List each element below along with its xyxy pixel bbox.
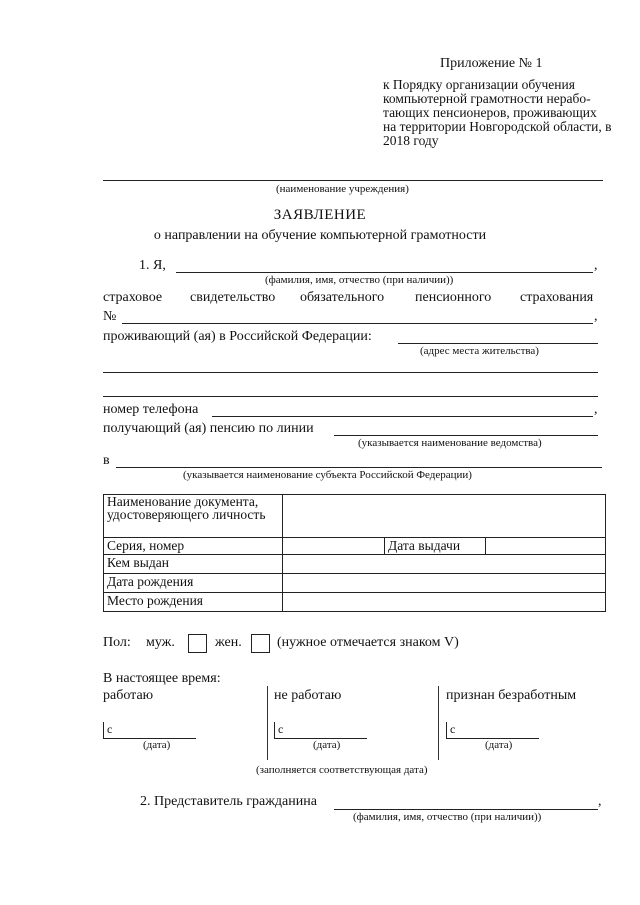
snils-word-2: свидетельство: [190, 290, 276, 305]
snils-number-field[interactable]: [122, 323, 593, 324]
institution-caption: (наименование учреждения): [276, 183, 409, 195]
issue-date-label: Дата выдачи: [385, 538, 486, 555]
snils-word-3: обязательного: [300, 290, 385, 305]
employment-label: В настоящее время:: [103, 671, 221, 686]
issued-by-value[interactable]: [283, 555, 606, 574]
jobless-since: с: [450, 722, 456, 736]
birth-place-value[interactable]: [283, 593, 606, 612]
fio-caption: (фамилия, имя, отчество (при наличии)): [265, 274, 454, 286]
number-sign: №: [103, 309, 117, 324]
doc-name-label: Наименование документа, удостоверяющего личность: [104, 495, 283, 538]
address-line-3[interactable]: [103, 396, 598, 397]
employed-date-field[interactable]: [103, 722, 196, 739]
fill-note: (заполняется соответствующая дата): [256, 764, 428, 776]
jobless-date-field[interactable]: [446, 722, 539, 739]
institution-field[interactable]: [103, 180, 603, 181]
appendix-title: Приложение № 1: [440, 56, 543, 71]
birth-place-label: Место рождения: [104, 593, 283, 612]
option-jobless: признан безработным: [446, 688, 577, 703]
birth-date-value[interactable]: [283, 574, 606, 593]
agency-caption: (указывается наименование ведомства): [358, 437, 542, 449]
gender-label: Пол:: [103, 635, 131, 650]
representative-comma: ,: [598, 794, 602, 809]
region-caption: (указывается наименование субъекта Российской Федерации): [183, 469, 472, 481]
employed-date-caption: (дата): [143, 739, 171, 751]
unemployed-date-field[interactable]: [274, 722, 367, 739]
male-checkbox[interactable]: [188, 634, 207, 653]
issued-by-label: Кем выдан: [104, 555, 283, 574]
address-line-2[interactable]: [103, 372, 598, 373]
address-field[interactable]: [398, 343, 598, 344]
unemployed-date-caption: (дата): [313, 739, 341, 751]
fio-field[interactable]: [176, 272, 593, 273]
snils-word-5: страхования: [520, 290, 594, 305]
snils-word-1: страховое: [103, 290, 163, 305]
gender-female-label: жен.: [215, 635, 242, 650]
gender-note: (нужное отмечается знаком V): [277, 635, 459, 650]
jobless-date-caption: (дата): [485, 739, 513, 751]
representative-caption: (фамилия, имя, отчество (при наличии)): [353, 811, 542, 823]
representative-field[interactable]: [334, 809, 598, 810]
pension-agency-field[interactable]: [334, 435, 598, 436]
series-number-value[interactable]: [283, 538, 385, 555]
form-subtitle: о направлении на обучение компьютерной грамотности: [153, 228, 487, 243]
identity-document-table: [103, 494, 606, 612]
female-checkbox[interactable]: [251, 634, 270, 653]
snils-word-4: пенсионного: [415, 290, 492, 305]
option-unemployed: не работаю: [274, 688, 342, 703]
appendix-text: к Порядку организации обучения компьютерной грамотности нерабо-тающих пенсионеров, проживающих на территории Новгородской области, в 2018 году: [383, 77, 612, 148]
fio-comma: ,: [594, 258, 598, 273]
in-prefix: в: [103, 453, 110, 468]
option-employed: работаю: [103, 688, 154, 703]
pension-label: получающий (ая) пенсию по линии: [103, 421, 314, 436]
birth-date-label: Дата рождения: [104, 574, 283, 593]
residing-label: проживающий (ая) в Российской Федерации:: [103, 329, 372, 344]
column-divider-1: [267, 686, 268, 760]
address-caption: (адрес места жительства): [420, 345, 539, 357]
doc-name-value[interactable]: [283, 495, 606, 538]
employed-since: с: [107, 722, 113, 736]
phone-label: номер телефона: [103, 402, 199, 417]
form-title: ЗАЯВЛЕНИЕ: [273, 207, 367, 223]
series-number-label: Серия, номер: [104, 538, 283, 555]
item-one-prefix: 1. Я,: [139, 258, 166, 273]
column-divider-2: [438, 686, 439, 760]
phone-field[interactable]: [212, 416, 593, 417]
gender-male-label: муж.: [146, 635, 175, 650]
issue-date-value[interactable]: [486, 538, 606, 555]
representative-label: 2. Представитель гражданина: [140, 794, 317, 809]
phone-comma: ,: [594, 402, 598, 417]
unemployed-since: с: [278, 722, 284, 736]
region-field[interactable]: [116, 467, 602, 468]
snils-comma: ,: [594, 309, 598, 324]
